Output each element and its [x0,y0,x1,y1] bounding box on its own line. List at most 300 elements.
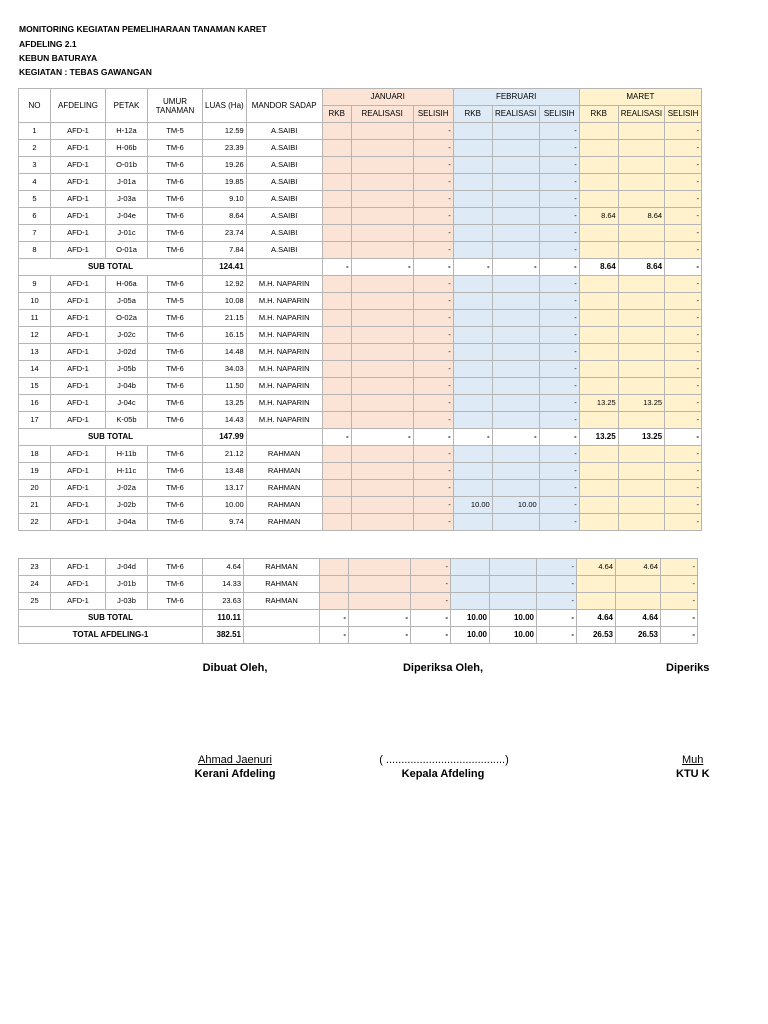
row-luas: 23.74 [203,225,247,242]
jan-realisasi-cell [351,225,413,242]
feb-realisasi-cell [492,242,539,259]
mar-rkb-cell [579,480,618,497]
row-mandor: RAHMAN [244,559,320,576]
mar-selisih-cell: - [661,593,698,610]
feb-rkb-cell [453,140,492,157]
feb-rkb-subtotal: 10.00 [451,610,490,627]
row-no: 7 [19,225,51,242]
mar-selisih-cell: - [665,276,702,293]
subtotal-row [19,610,698,627]
signer-name-3: Muh [682,754,704,766]
jan-realisasi-subtotal: - [349,610,411,627]
row-petak: H-06b [106,140,148,157]
mar-selisih-cell: - [665,361,702,378]
mar-rkb-cell [577,576,616,593]
mar-selisih-cell: - [665,378,702,395]
feb-realisasi-cell [492,378,539,395]
row-mandor: RAHMAN [246,463,322,480]
jan-rkb-cell [322,344,351,361]
jan-selisih-cell: - [413,446,453,463]
mar-rkb-subtotal: 4.64 [577,610,616,627]
feb-selisih-cell: - [537,559,577,576]
row-mandor: M.H. NAPARIN [246,310,322,327]
row-umur: TM-6 [148,480,203,497]
feb-selisih-cell: - [539,463,579,480]
row-afdeling: AFD-1 [51,140,106,157]
jan-rkb-cell [322,327,351,344]
jan-rkb-cell [320,559,349,576]
row-mandor: A.SAIBI [246,191,322,208]
jan-rkb-cell [322,378,351,395]
diperiksa-oleh-label-2: Diperiks [666,662,710,674]
row-petak: H-12a [106,123,148,140]
mar-realisasi-cell [618,514,664,531]
mar-realisasi-cell [618,140,664,157]
subtotal-luas: 110.11 [203,610,244,627]
jan-rkb-subtotal: - [320,627,349,644]
row-no: 17 [19,412,51,429]
feb-realisasi-cell [492,514,539,531]
mar-rkb-cell [579,514,618,531]
row-afdeling: AFD-1 [51,310,106,327]
jan-selisih-cell: - [411,593,451,610]
jan-rkb-header: RKB [322,106,351,123]
feb-selisih-cell: - [539,480,579,497]
table-row [19,225,702,242]
row-afdeling: AFD-1 [51,174,106,191]
jan-rkb-cell [322,463,351,480]
table-row [19,378,702,395]
row-no: 2 [19,140,51,157]
mar-selisih-cell: - [665,242,702,259]
table-row [19,293,702,310]
mar-rkb-cell: 4.64 [577,559,616,576]
row-petak: J-01c [106,225,148,242]
jan-realisasi-cell [351,157,413,174]
mar-realisasi-header: REALISASI [618,106,664,123]
row-luas: 11.50 [203,378,247,395]
row-umur: TM-6 [148,395,203,412]
jan-selisih-subtotal: - [413,259,453,276]
feb-selisih-header: SELISIH [539,106,579,123]
row-petak: K-05b [106,412,148,429]
jan-selisih-cell: - [413,293,453,310]
row-petak: J-05a [106,293,148,310]
feb-realisasi-cell [492,157,539,174]
row-afdeling: AFD-1 [51,593,106,610]
feb-selisih-cell: - [539,327,579,344]
jan-realisasi-cell [351,208,413,225]
feb-selisih-cell: - [539,412,579,429]
row-luas: 13.25 [203,395,247,412]
mar-selisih-cell: - [665,463,702,480]
row-no: 12 [19,327,51,344]
table-row [19,361,702,378]
row-afdeling: AFD-1 [51,123,106,140]
mar-realisasi-cell [618,293,664,310]
feb-rkb-cell [453,174,492,191]
row-mandor: A.SAIBI [246,174,322,191]
mar-rkb-subtotal: 13.25 [579,429,618,446]
jan-realisasi-subtotal: - [349,627,411,644]
kebun-label: KEBUN BATURAYA [19,53,98,63]
table-row [19,140,702,157]
mar-rkb-cell [579,191,618,208]
row-luas: 23.63 [203,593,244,610]
monitoring-table-continued [18,558,698,644]
feb-realisasi-cell [492,140,539,157]
feb-rkb-cell [453,276,492,293]
mar-selisih-subtotal: - [661,610,698,627]
row-luas: 13.17 [203,480,247,497]
feb-rkb-cell [453,327,492,344]
dibuat-oleh-label: Dibuat Oleh, [202,662,268,674]
jan-selisih-cell: - [413,497,453,514]
jan-rkb-cell [322,276,351,293]
row-mandor: A.SAIBI [246,225,322,242]
mar-realisasi-cell [616,576,661,593]
signer-name-2: ( .......................................) [379,754,509,766]
subtotal-label: SUB TOTAL [19,610,203,627]
feb-realisasi-cell [492,123,539,140]
mar-selisih-cell: - [665,412,702,429]
feb-realisasi-cell [492,293,539,310]
row-no: 10 [19,293,51,310]
mar-rkb-cell [579,225,618,242]
feb-realisasi-cell [492,327,539,344]
row-luas: 16.15 [203,327,247,344]
mar-realisasi-cell [618,123,664,140]
row-luas: 14.48 [203,344,247,361]
mar-selisih-subtotal: - [665,259,702,276]
mar-realisasi-cell [618,225,664,242]
mar-rkb-cell [579,412,618,429]
row-umur: TM-6 [148,497,203,514]
mar-selisih-cell: - [665,446,702,463]
subtotal-blank [244,627,320,644]
monitoring-table [18,88,702,531]
row-luas: 10.00 [203,497,247,514]
feb-rkb-cell [453,446,492,463]
jan-rkb-cell [322,208,351,225]
mar-rkb-cell [577,593,616,610]
row-umur: TM-6 [148,140,203,157]
feb-realisasi-cell [492,446,539,463]
mar-selisih-cell: - [665,395,702,412]
row-petak: J-01a [106,174,148,191]
table-row [19,395,702,412]
jan-selisih-cell: - [413,327,453,344]
feb-rkb-cell [453,208,492,225]
jan-realisasi-cell [351,378,413,395]
subtotal-blank [246,429,322,446]
feb-selisih-subtotal: - [539,259,579,276]
jan-rkb-cell [322,480,351,497]
feb-selisih-cell: - [539,123,579,140]
feb-rkb-cell [453,293,492,310]
jan-rkb-cell [322,174,351,191]
mar-selisih-header: SELISIH [665,106,702,123]
col-header-luas: LUAS (Ha) [203,89,247,123]
mar-realisasi-cell [618,242,664,259]
row-petak: J-03b [106,593,148,610]
jan-rkb-cell [322,412,351,429]
row-petak: J-04d [106,559,148,576]
table-row [19,497,702,514]
mar-realisasi-cell [618,174,664,191]
row-umur: TM-6 [148,446,203,463]
jan-rkb-cell [322,191,351,208]
mar-rkb-subtotal: 26.53 [577,627,616,644]
subtotal-blank [244,610,320,627]
row-petak: H-06a [106,276,148,293]
subtotal-label: SUB TOTAL [19,259,203,276]
jan-realisasi-cell [349,576,411,593]
col-header-afdeling: AFDELING [51,89,106,123]
feb-rkb-cell [453,344,492,361]
jan-selisih-cell: - [411,559,451,576]
row-mandor: RAHMAN [246,514,322,531]
row-no: 20 [19,480,51,497]
row-luas: 10.08 [203,293,247,310]
row-petak: J-04a [106,514,148,531]
feb-realisasi-header: REALISASI [492,106,539,123]
table-row [19,208,702,225]
mar-rkb-cell [579,174,618,191]
feb-selisih-cell: - [539,208,579,225]
row-luas: 34.03 [203,361,247,378]
row-no: 19 [19,463,51,480]
table-row [19,480,702,497]
col-header-maret: MARET [579,89,701,106]
jan-realisasi-cell [351,293,413,310]
jan-selisih-cell: - [413,242,453,259]
row-afdeling: AFD-1 [51,463,106,480]
jan-realisasi-cell [351,327,413,344]
row-no: 8 [19,242,51,259]
table-row [19,191,702,208]
mar-rkb-cell [579,157,618,174]
row-luas: 7.84 [203,242,247,259]
jan-selisih-cell: - [413,344,453,361]
row-mandor: M.H. NAPARIN [246,276,322,293]
feb-selisih-cell: - [539,276,579,293]
mar-realisasi-cell [618,157,664,174]
mar-rkb-cell [579,276,618,293]
row-petak: J-03a [106,191,148,208]
row-luas: 9.10 [203,191,247,208]
mar-selisih-cell: - [661,559,698,576]
row-petak: J-05b [106,361,148,378]
row-mandor: A.SAIBI [246,242,322,259]
mar-rkb-cell [579,140,618,157]
row-mandor: RAHMAN [244,593,320,610]
jan-rkb-cell [322,157,351,174]
feb-selisih-cell: - [537,576,577,593]
row-afdeling: AFD-1 [51,293,106,310]
row-umur: TM-6 [148,327,203,344]
row-umur: TM-6 [148,276,203,293]
jan-rkb-cell [322,395,351,412]
subtotal-row [19,627,698,644]
feb-realisasi-cell [490,576,537,593]
row-mandor: RAHMAN [246,480,322,497]
row-luas: 8.64 [203,208,247,225]
jan-selisih-cell: - [413,480,453,497]
feb-selisih-cell: - [539,497,579,514]
row-mandor: M.H. NAPARIN [246,361,322,378]
row-luas: 14.43 [203,412,247,429]
subtotal-row [19,259,702,276]
mar-rkb-cell [579,378,618,395]
feb-realisasi-cell [492,310,539,327]
jan-selisih-cell: - [413,361,453,378]
mar-realisasi-cell [618,344,664,361]
mar-selisih-cell: - [665,225,702,242]
row-no: 3 [19,157,51,174]
subtotal-row [19,429,702,446]
feb-selisih-cell: - [539,310,579,327]
row-afdeling: AFD-1 [51,225,106,242]
jan-selisih-cell: - [413,123,453,140]
mar-selisih-cell: - [665,514,702,531]
mar-realisasi-cell [618,480,664,497]
jan-selisih-subtotal: - [413,429,453,446]
row-luas: 4.64 [203,559,244,576]
table-row [19,123,702,140]
table-row [19,327,702,344]
jan-rkb-subtotal: - [320,610,349,627]
mar-selisih-cell: - [661,576,698,593]
jan-selisih-cell: - [413,310,453,327]
col-header-mandor: MANDOR SADAP [246,89,322,123]
mar-rkb-cell [579,361,618,378]
feb-realisasi-cell [492,412,539,429]
mar-rkb-cell [579,327,618,344]
jan-selisih-cell: - [413,225,453,242]
row-umur: TM-6 [148,225,203,242]
row-mandor: RAHMAN [244,576,320,593]
jan-selisih-cell: - [413,208,453,225]
row-petak: J-02d [106,344,148,361]
mar-realisasi-cell [618,497,664,514]
feb-rkb-header: RKB [453,106,492,123]
jan-selisih-cell: - [413,514,453,531]
row-afdeling: AFD-1 [51,412,106,429]
feb-rkb-cell [453,463,492,480]
mar-selisih-cell: - [665,157,702,174]
kegiatan-label: KEGIATAN : TEBAS GAWANGAN [19,67,152,77]
jan-selisih-cell: - [413,395,453,412]
mar-selisih-cell: - [665,208,702,225]
row-afdeling: AFD-1 [51,242,106,259]
jan-rkb-cell [322,514,351,531]
jan-realisasi-cell [351,463,413,480]
row-afdeling: AFD-1 [51,576,106,593]
feb-realisasi-subtotal: 10.00 [490,610,537,627]
row-mandor: A.SAIBI [246,123,322,140]
umur-line1: UMUR [163,96,187,106]
jan-rkb-cell [322,293,351,310]
mar-realisasi-cell: 4.64 [616,559,661,576]
jan-realisasi-cell [351,344,413,361]
row-umur: TM-6 [148,208,203,225]
row-luas: 23.39 [203,140,247,157]
jan-realisasi-header: REALISASI [351,106,413,123]
feb-rkb-cell [451,559,490,576]
feb-realisasi-cell [490,593,537,610]
feb-realisasi-cell [492,395,539,412]
table-row [19,593,698,610]
feb-rkb-cell [453,191,492,208]
table-row [19,576,698,593]
jan-realisasi-subtotal: - [351,429,413,446]
feb-selisih-cell: - [539,140,579,157]
feb-realisasi-subtotal: 10.00 [490,627,537,644]
table-row [19,412,702,429]
jan-realisasi-cell [351,191,413,208]
feb-rkb-cell [453,514,492,531]
row-umur: TM-6 [148,593,203,610]
jan-realisasi-cell [351,276,413,293]
feb-selisih-cell: - [539,446,579,463]
mar-selisih-subtotal: - [665,429,702,446]
jan-rkb-cell [322,497,351,514]
row-afdeling: AFD-1 [51,327,106,344]
mar-selisih-cell: - [665,191,702,208]
col-header-januari: JANUARI [322,89,453,106]
mar-realisasi-subtotal: 8.64 [618,259,664,276]
mar-selisih-cell: - [665,480,702,497]
jan-realisasi-cell [351,395,413,412]
row-umur: TM-6 [148,191,203,208]
row-mandor: M.H. NAPARIN [246,412,322,429]
subtotal-blank [246,259,322,276]
row-umur: TM-6 [148,378,203,395]
row-petak: J-04b [106,378,148,395]
feb-rkb-cell [453,225,492,242]
mar-realisasi-cell [618,191,664,208]
mar-rkb-subtotal: 8.64 [579,259,618,276]
jan-rkb-cell [322,242,351,259]
feb-selisih-cell: - [539,395,579,412]
table-row [19,276,702,293]
feb-rkb-cell [453,412,492,429]
mar-realisasi-cell: 13.25 [618,395,664,412]
mar-realisasi-subtotal: 4.64 [616,610,661,627]
row-petak: O-01b [106,157,148,174]
subtotal-luas: 382.51 [203,627,244,644]
feb-selisih-cell: - [539,293,579,310]
row-afdeling: AFD-1 [51,361,106,378]
jan-selisih-cell: - [411,576,451,593]
row-mandor: A.SAIBI [246,208,322,225]
row-umur: TM-6 [148,310,203,327]
row-afdeling: AFD-1 [51,446,106,463]
row-no: 1 [19,123,51,140]
row-umur: TM-6 [148,242,203,259]
jan-rkb-cell [322,225,351,242]
jan-selisih-subtotal: - [411,627,451,644]
subtotal-luas: 147.99 [203,429,247,446]
row-umur: TM-6 [148,344,203,361]
feb-rkb-cell [453,310,492,327]
table-row [19,559,698,576]
row-umur: TM-5 [148,293,203,310]
row-umur: TM-6 [148,559,203,576]
mar-rkb-cell [579,497,618,514]
feb-realisasi-cell [492,463,539,480]
